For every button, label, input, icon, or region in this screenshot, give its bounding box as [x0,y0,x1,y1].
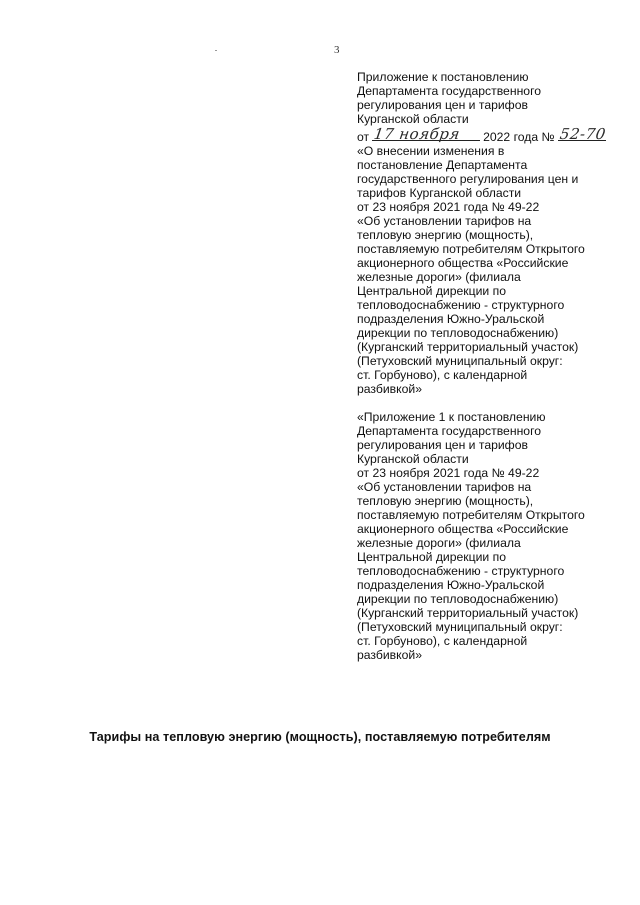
appendix-block [357,70,627,662]
handwritten-number: 52-70 [558,125,607,143]
date-line [357,126,627,144]
date-blank [372,126,480,141]
page-number: 3 [334,44,340,56]
date-prefix: от [357,130,370,144]
document-title: Тарифы на тепловую энергию (мощность), поставляемую потребителям [89,730,551,744]
handwritten-date: 17 ноября [372,125,462,143]
amendment-text: «О внесении изменения в постановление Департамента государственного регулирования цен и тарифов Курганской области от 23 ноября 2021 года № 49-22 «Об установлении тарифов на тепловую энергию (мощность), поставляемую потребителям Открытого акционерного общества «Российские железные дороги» (филиала Центральной дирекции по тепловодоснабжению - структурного подразделения Южно-Уральской дирекции по тепловодоснабжению) (Курганский территориальный участок) (Петуховский муниципальный округ: ст. Горбуново), с календарной разбивкой» [357,144,585,396]
year-text: 2022 года № [483,130,555,144]
scan-dot [215,50,217,51]
appendix-header: Приложение к постановлению Департамента государственного регулирования цен и тарифов Курганской области [357,70,542,126]
quoted-appendix-text: «Приложение 1 к постановлению Департамента государственного регулирования цен и тарифов Курганской области от 23 ноября 2021 года № 49-22 «Об установлении тарифов на тепловую энергию (мощность), поставляемую потребителям Открытого акционерного общества «Российские железные дороги» (филиала Центральной дирекции по тепловодоснабжению - структурного подразделения Южно-Уральской дирекции по тепловодоснабжению) (Курганский территориальный участок) (Петуховский муниципальный округ: ст. Горбуново), с календарной разбивкой» [357,410,585,662]
number-blank [558,126,606,141]
